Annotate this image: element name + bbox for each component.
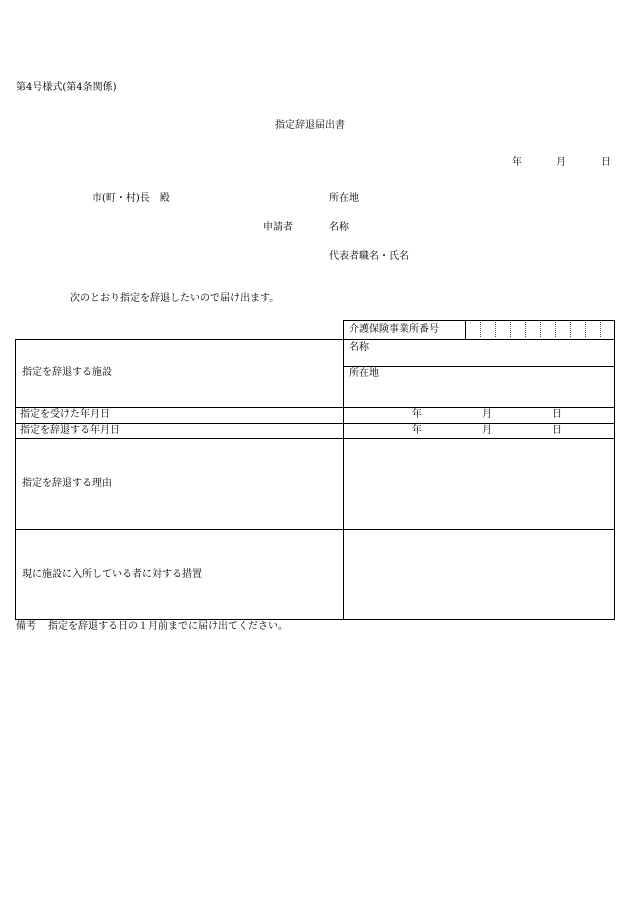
applicant-name-label: 名称 bbox=[329, 222, 349, 233]
table-border bbox=[343, 366, 615, 367]
document-title: 指定辞退届出書 bbox=[275, 120, 345, 131]
facility-name-label: 名称 bbox=[349, 342, 369, 353]
reason-label: 指定を辞退する理由 bbox=[22, 478, 112, 489]
withdrawal-date-month: 月 bbox=[482, 425, 492, 436]
facility-label: 指定を辞退する施設 bbox=[22, 367, 112, 378]
table-border bbox=[15, 423, 615, 424]
table-border bbox=[15, 339, 16, 620]
designated-date-year: 年 bbox=[412, 409, 422, 420]
designated-date-day: 日 bbox=[552, 409, 562, 420]
office-number-label: 介護保険事業所番号 bbox=[349, 324, 439, 335]
designated-date-month: 月 bbox=[482, 409, 492, 420]
table-border bbox=[614, 320, 615, 620]
intro-text: 次のとおり指定を辞退したいので届け出ます。 bbox=[70, 293, 280, 304]
submission-date-year: 年 bbox=[512, 157, 522, 168]
table-border bbox=[343, 320, 615, 321]
withdrawal-date-day: 日 bbox=[552, 425, 562, 436]
table-border bbox=[15, 438, 615, 439]
table-border bbox=[15, 339, 615, 340]
applicant-representative-label: 代表者職名・氏名 bbox=[329, 251, 409, 262]
facility-address-label: 所在地 bbox=[349, 368, 379, 379]
applicant-address-label: 所在地 bbox=[329, 193, 359, 204]
table-border bbox=[15, 529, 615, 530]
table-border bbox=[15, 619, 615, 620]
table-border bbox=[15, 407, 615, 408]
measures-label: 現に施設に入所している者に対する措置 bbox=[22, 569, 202, 580]
form-number: 第4号様式(第4条関係) bbox=[16, 82, 117, 93]
table-border bbox=[343, 320, 344, 620]
applicant-label: 申請者 bbox=[263, 222, 293, 233]
table-border bbox=[465, 320, 466, 339]
withdrawal-date-label: 指定を辞退する年月日 bbox=[20, 425, 120, 436]
submission-date-month: 月 bbox=[556, 157, 566, 168]
designated-date-label: 指定を受けた年月日 bbox=[20, 409, 110, 420]
addressee: 市(町・村)長 殿 bbox=[92, 193, 170, 204]
remarks-text: 指定を辞退する日の１月前までに届け出てください。 bbox=[48, 621, 288, 632]
withdrawal-date-year: 年 bbox=[412, 425, 422, 436]
submission-date-day: 日 bbox=[601, 157, 611, 168]
remarks-label: 備考 bbox=[16, 621, 36, 632]
